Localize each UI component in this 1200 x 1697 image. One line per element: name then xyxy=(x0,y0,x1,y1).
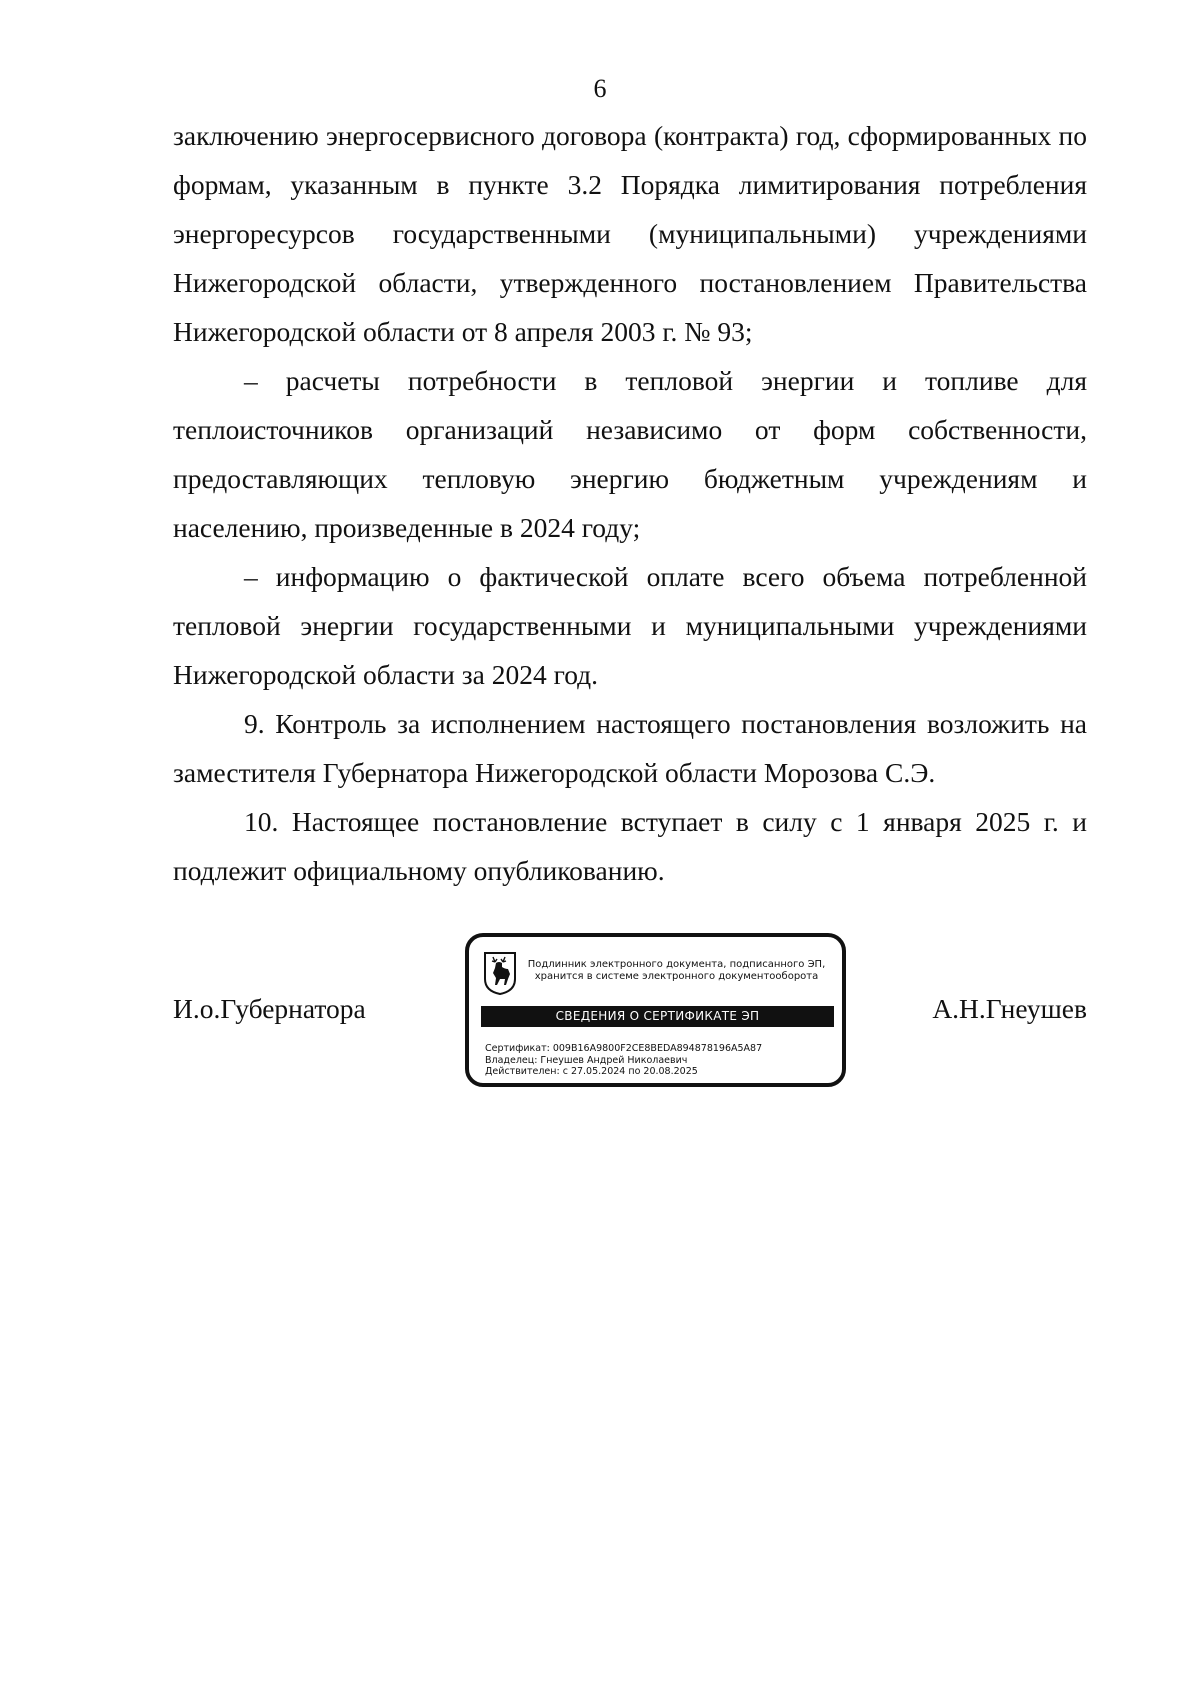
document-body xyxy=(173,111,1087,895)
stamp-header-line-2: хранится в системе электронного документооборота xyxy=(534,971,819,982)
stamp-certificate: Сертификат: 009B16A9800F2CE8BEDA894878196A5A87 xyxy=(485,1043,763,1054)
paragraph-1: заключению энергосервисного договора (контракта) год, сформированных по формам, указанным в пункте 3.2 Порядка лимитирования потребления энергоресурсов государственными (муниципальными) учреждениями Нижегородской области, утвержденного постановлением Правительства Нижегородской области от 8 апреля 2003 г. № 93; xyxy=(173,120,1087,347)
paragraph-2: – расчеты потребности в тепловой энергии и топливе для теплоисточников организаций независимо от форм собственности, предоставляющих тепловую энергию бюджетным учреждениям и населению, произведенные в 2024 году; xyxy=(173,365,1087,543)
electronic-signature-stamp xyxy=(465,933,846,1087)
stamp-header xyxy=(519,959,834,983)
paragraph-5: 10. Настоящее постановление вступает в силу с 1 января 2025 г. и подлежит официальному опубликованию. xyxy=(173,806,1087,886)
paragraph-3: – информацию о фактической оплате всего объема потребленной тепловой энергии государственными и муниципальными учреждениями Нижегородской области за 2024 год. xyxy=(173,561,1087,690)
stamp-header-line-1: Подлинник электронного документа, подписанного ЭП, xyxy=(527,959,826,970)
stamp-owner: Владелец: Гнеушев Андрей Николаевич xyxy=(485,1054,688,1066)
page-number: 6 xyxy=(593,74,607,103)
signatory-position: И.о.Губернатора xyxy=(173,993,366,1024)
stamp-validity: Действителен: с 27.05.2024 по 20.08.2025 xyxy=(485,1066,698,1077)
deer-coat-of-arms-icon xyxy=(483,951,517,995)
stamp-details xyxy=(485,1043,837,1078)
signatory-name: А.Н.Гнеушев xyxy=(932,993,1087,1024)
paragraph-4: 9. Контроль за исполнением настоящего постановления возложить на заместителя Губернатора Нижегородской области Морозова С.Э. xyxy=(173,708,1087,788)
stamp-title-bar: СВЕДЕНИЯ О СЕРТИФИКАТЕ ЭП xyxy=(481,1006,834,1027)
